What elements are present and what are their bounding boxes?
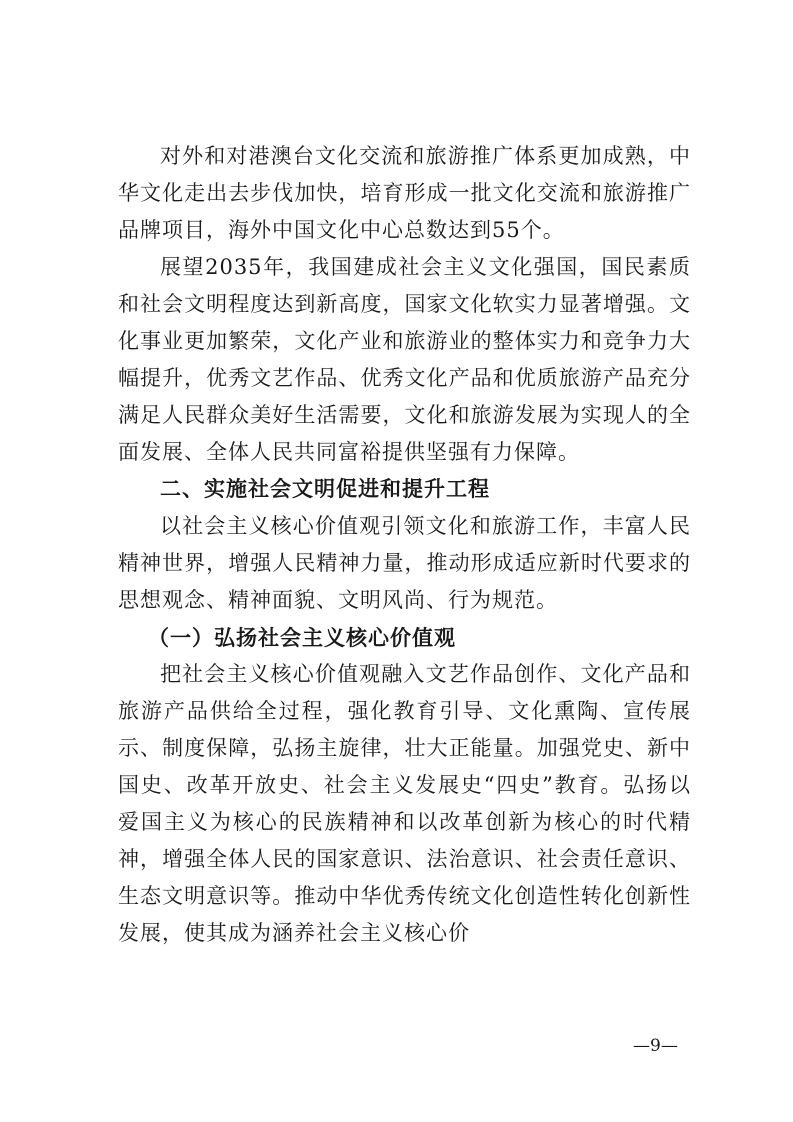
subsection-heading: （一）弘扬社会主义核心价值观 <box>148 625 456 650</box>
paragraph-core-values: 把社会主义核心价值观融入文艺作品创作、文化产品和旅游产品供给全过程，强化教育引导、文化熏陶、宣传展示、制度保障，弘扬主旋律，壮大正能量。加强党史、新中国史、改革开放史、社会主义发展史“四史”教育。弘扬以爱国主义为核心的民族精神和以改革创新为核心的时代精神，增强全体人民的国家意识、法治意识、社会责任意识、生态文明意识等。推动中华优秀传统文化创造性转化创新性发展，使其成为涵养社会主义核心价 <box>118 662 691 945</box>
paragraph-section-intro: 以社会主义核心价值观引领文化和旅游工作，丰富人民精神世界，增强人民精神力量，推动形成适应新时代要求的思想观念、精神面貌、文明风尚、行为规范。 <box>118 514 691 612</box>
paragraph-cultural-exchange: 对外和对港澳台文化交流和旅游推广体系更加成熟，中华文化走出去步伐加快，培育形成一批文化交流和旅游推广品牌项目，海外中国文化中心总数达到55个。 <box>118 144 691 242</box>
page-number: —9— <box>633 1036 678 1056</box>
document-body <box>118 138 691 952</box>
section-heading: 二、实施社会文明促进和提升工程 <box>160 477 490 501</box>
paragraph-outlook-2035: 展望2035年，我国建成社会主义文化强国，国民素质和社会文明程度达到新高度，国家文化软实力显著增强。文化事业更加繁荣，文化产业和旅游业的整体实力和竞争力大幅提升，优秀文艺作品、优秀文化产品和优质旅游产品充分满足人民群众美好生活需要，文化和旅游发展为实现人的全面发展、全体人民共同富裕提供坚强有力保障。 <box>118 255 691 464</box>
